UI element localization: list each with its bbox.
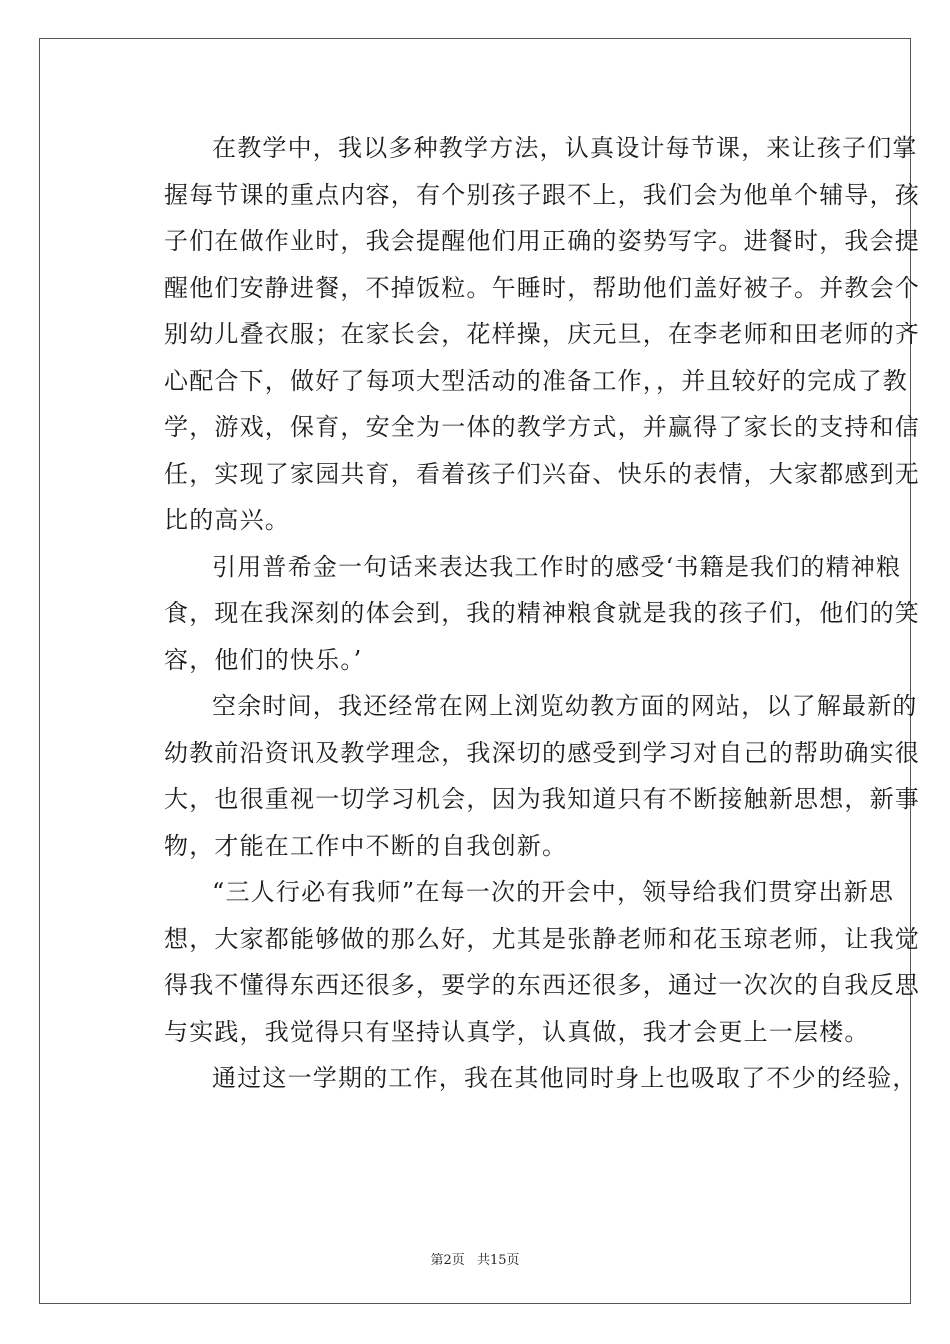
text-line: 醒他们安静进餐，不掉饭粒。午睡时，帮助他们盖好被子。并教会个 <box>164 273 920 302</box>
text-line: 比的高兴。 <box>164 506 290 534</box>
text-line: 握每节课的重点内容，有个别孩子跟不上，我们会为他单个辅导，孩 <box>164 180 920 209</box>
paragraph-spare-time <box>116 683 920 869</box>
total-pages: 共15页 <box>476 1253 520 1268</box>
text-line: 通过这一学期的工作，我在其他同时身上也吸取了不少的经验， <box>212 1064 918 1092</box>
paragraph-three-people <box>116 869 920 1055</box>
text-line: 空余时间，我还经常在网上浏览幼教方面的网站，以了解最新的 <box>212 692 918 720</box>
paragraph-pushkin-quote <box>116 544 920 684</box>
text-line: 想，大家都能够做的那么好，尤其是张静老师和花玉琼老师，让我觉 <box>164 924 920 953</box>
document-body <box>116 125 920 1102</box>
paragraph-semester <box>116 1055 918 1102</box>
page-number: 第2页 <box>430 1253 465 1268</box>
text-line: “三人行必有我师”在每一次的开会中，领导给我们贯穿出新思 <box>212 878 895 906</box>
text-line: 子们在做作业时，我会提醒他们用正确的姿势写字。进餐时，我会提 <box>164 227 920 255</box>
text-line: 在教学中，我以多种教学方法，认真设计每节课，来让孩子们掌 <box>212 134 918 162</box>
paragraph-teaching <box>116 125 920 544</box>
text-line: 与实践，我觉得只有坚持认真学，认真做，我才会更上一层楼。 <box>164 1017 870 1046</box>
text-line: 物，才能在工作中不断的自我创新。 <box>164 831 568 860</box>
text-line: 容，他们的快乐。’ <box>164 645 363 674</box>
text-line: 大，也很重视一切学习机会，因为我知道只有不断接触新思想，新事 <box>164 785 920 813</box>
text-line: 别幼儿叠衣服；在家长会，花样操，庆元旦，在李老师和田老师的齐 <box>164 320 920 348</box>
text-line: 食，现在我深刻的体会到，我的精神粮食就是我的孩子们，他们的笑 <box>164 599 920 627</box>
text-line: 得我不懂得东西还很多，要学的东西还很多，通过一次次的自我反思 <box>164 971 920 999</box>
text-line: 任，实现了家园共育，看着孩子们兴奋、快乐的表情，大家都感到无 <box>164 459 920 488</box>
text-line: 引用普希金一句话来表达我工作时的感受‘书籍是我们的精神粮 <box>212 552 902 581</box>
text-line: 心配合下，做好了每项大型活动的准备工作，，并且较好的完成了教 <box>164 366 908 395</box>
page-footer <box>0 1249 950 1268</box>
text-line: 幼教前沿资讯及教学理念，我深切的感受到学习对自己的帮助确实很 <box>164 738 920 767</box>
text-line: 学，游戏，保育，安全为一体的教学方式，并赢得了家长的支持和信 <box>164 413 920 441</box>
